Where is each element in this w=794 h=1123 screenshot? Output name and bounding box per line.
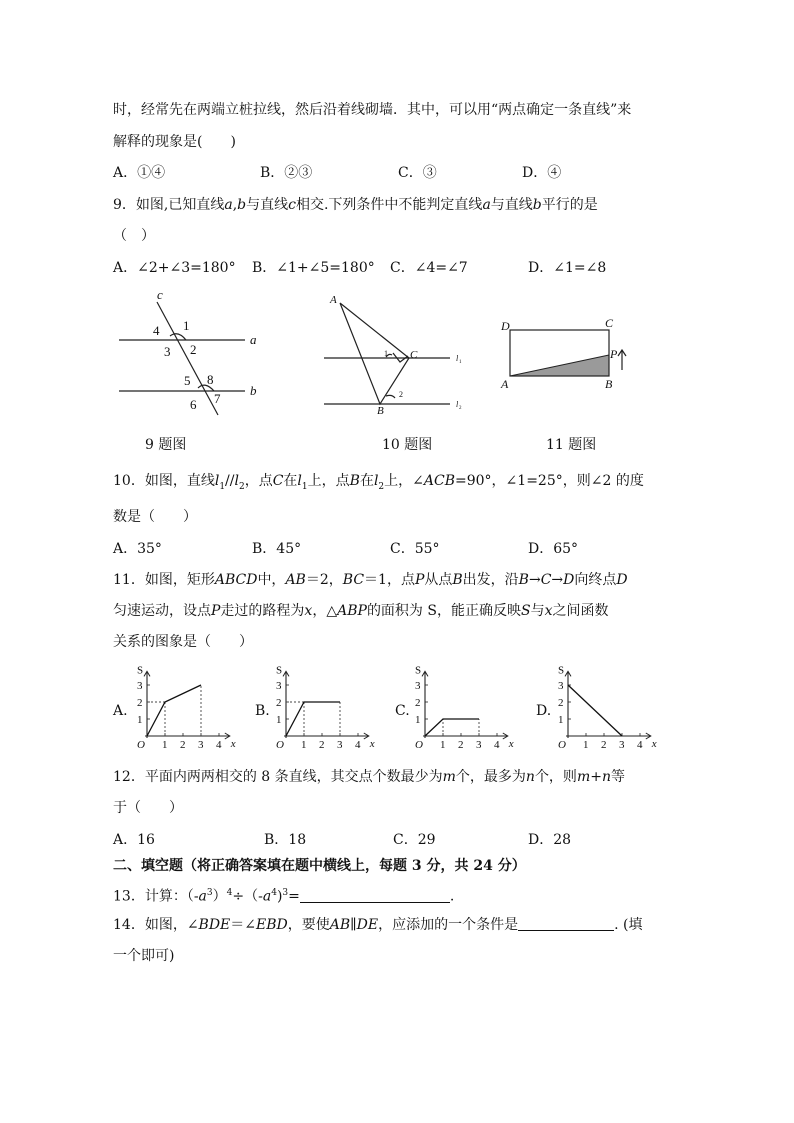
q12-option-c: C．29: [393, 832, 436, 848]
graph-a-y-arrow: [144, 671, 150, 676]
graph-b-ytick-3: 3: [276, 680, 282, 692]
q12-option-a: A．16: [113, 832, 155, 848]
q10-option-a: A．35°: [113, 541, 162, 557]
graph-c-xtick-4: 4: [494, 739, 500, 751]
q13: 13．计算：$(-a^3)^4\div(-a^4)^3=$ .: [113, 888, 455, 905]
q9-option-c: C．∠4=∠7: [390, 260, 468, 276]
graph-a-ytick-1: 1: [137, 714, 143, 726]
fig10-label-a: A: [330, 294, 337, 306]
graph-b-xtick-1: 1: [301, 739, 307, 751]
q11-graph-label-d: D.: [536, 703, 552, 719]
fig10-label-c: C: [410, 349, 418, 361]
q12-option-d: D．28: [528, 832, 572, 848]
q10-line2: 数是（ ）: [113, 509, 197, 525]
graph-c-s-label: S: [415, 664, 422, 677]
q11-graph-label-b: B.: [255, 703, 270, 719]
q8-option-d: D．④: [522, 165, 562, 181]
graph-d-s-label: S: [558, 664, 565, 677]
q10-option-d: D．65°: [528, 541, 579, 557]
fig9-label-7: 7: [214, 391, 221, 406]
graph-d-xtick-3: 3: [619, 739, 625, 751]
q9-stem: 9．如图,已知直线a,b与直线c相交.下列条件中不能判定直线a与直线b平行的是: [113, 197, 598, 213]
graph-d-ytick-1: 1: [558, 714, 564, 726]
graph-a-origin-label: O: [137, 739, 145, 751]
graph-d-y-arrow: [565, 671, 571, 676]
graph-b-y-arrow: [283, 671, 289, 676]
fig11-label-b: B: [605, 377, 613, 391]
graph-b-origin-label: O: [276, 739, 284, 751]
graph-d-ytick-3: 3: [558, 680, 564, 692]
graph-c-origin-label: O: [415, 739, 423, 751]
graph-c-ytick-1: 1: [415, 714, 421, 726]
fig10-label-l2-sub: 2: [459, 406, 462, 411]
graph-a-ytick-3: 3: [137, 680, 143, 692]
q14-answer-blank[interactable]: [518, 916, 614, 931]
fig9-label-5: 5: [184, 373, 191, 388]
fig10-label-l1-sub: 1: [459, 360, 462, 365]
q10-option-b: B．45°: [252, 541, 302, 557]
fig11-label-c: C: [605, 316, 614, 330]
fig9-label-4: 4: [153, 323, 160, 338]
graph-b-x-label: x: [369, 738, 375, 750]
graph-d-x-arrow: [646, 733, 651, 739]
graph-c-curve: [425, 719, 479, 736]
fig11-label-a: A: [501, 377, 509, 391]
q11-graph-label-c: C.: [395, 703, 410, 719]
graph-a-s-label: S: [137, 664, 144, 677]
fig9-label-6: 6: [190, 397, 197, 412]
q8-line1: 时，经常先在两端立桩拉线，然后沿着线砌墙．其中，可以用“两点确定一条直线”来: [113, 102, 632, 118]
graph-b-xtick-2: 2: [319, 739, 325, 751]
graph-a-x-label: x: [230, 738, 236, 750]
fig9-label-2: 2: [190, 342, 197, 357]
q9-option-a: A．∠2+∠3=180°: [113, 260, 236, 276]
fig10-label-l2: l: [456, 400, 459, 409]
graph-d-xtick-4: 4: [637, 739, 643, 751]
fig10-label-1: 1: [384, 349, 388, 358]
fig9-label-b: b: [250, 383, 257, 398]
fig10-label-l1: l: [456, 354, 459, 363]
fig11-label-d: D: [501, 319, 510, 333]
q8-option-a: A．①④: [113, 165, 166, 181]
caption-fig10: 10 题图: [382, 437, 433, 453]
fig9-label-a: a: [250, 332, 257, 347]
q12-line1: 12．平面内两两相交的 8 条直线，其交点个数最少为m个，最多为n个，则m+n等: [113, 769, 625, 785]
q11-line3: 关系的图象是（ ）: [113, 634, 253, 650]
graph-b-ytick-2: 2: [276, 697, 282, 709]
graph-c-ytick-3: 3: [415, 680, 421, 692]
fig9-label-1: 1: [183, 318, 190, 333]
graph-a-xtick-2: 2: [180, 739, 186, 751]
q10-option-c: C．55°: [390, 541, 440, 557]
graph-b-curve: [286, 702, 340, 736]
graph-a-xtick-3: 3: [198, 739, 204, 751]
fig11-label-p: P: [610, 347, 618, 361]
graph-d-x-label: x: [651, 738, 657, 750]
section-2-heading: 二、填空题（将正确答案填在题中横线上，每题 3 分，共 24 分）: [113, 858, 526, 874]
graph-c-xtick-2: 2: [458, 739, 464, 751]
fig9-label-c: c: [157, 287, 163, 302]
q9-paren: （ ）: [113, 228, 155, 244]
graph-c-xtick-3: 3: [476, 739, 482, 751]
caption-fig9: 9 题图: [145, 437, 187, 453]
q9-option-b: B．∠1+∠5=180°: [252, 260, 375, 276]
q9-option-d: D．∠1=∠8: [528, 260, 607, 276]
q14-line2: 一个即可): [113, 948, 175, 964]
graph-a-ytick-2: 2: [137, 697, 143, 709]
graph-d-origin-label: O: [558, 739, 566, 751]
q8-option-b: B．②③: [260, 165, 313, 181]
graph-d-xtick-1: 1: [583, 739, 589, 751]
q10-stem: 10．如图，直线$l_1//l_2$，点C在$l_1$上，点B在$l_2$上，∠ACB=90°，∠1=25°，则∠2 的度: [113, 473, 644, 492]
caption-fig11: 11 题图: [546, 437, 597, 453]
graph-d-curve: [568, 685, 622, 736]
q12-option-b: B．18: [264, 832, 307, 848]
q11-graph-label-a: A.: [113, 703, 128, 719]
q11-line2: 匀速运动，设点P走过的路程为x，△ABP的面积为 S，能正确反映S与x之间函数: [113, 603, 609, 619]
graph-a-xtick-4: 4: [216, 739, 222, 751]
graph-b-xtick-4: 4: [355, 739, 361, 751]
fig9-label-8: 8: [207, 372, 214, 387]
graph-c-x-label: x: [508, 738, 514, 750]
graph-c-x-arrow: [503, 733, 508, 739]
graph-b-x-arrow: [364, 733, 369, 739]
graph-a-x-arrow: [225, 733, 230, 739]
q13-answer-blank[interactable]: [300, 888, 450, 903]
fig10-label-2: 2: [399, 390, 403, 399]
graph-d-ytick-2: 2: [558, 697, 564, 709]
q8-line2: 解释的现象是( ): [113, 134, 236, 150]
graph-c-ytick-2: 2: [415, 697, 421, 709]
graph-b-xtick-3: 3: [337, 739, 343, 751]
q11-line1: 11．如图，矩形ABCD中，AB＝2，BC＝1，点P从点B出发，沿B→C→D向终点D: [113, 572, 628, 588]
graph-a-xtick-1: 1: [162, 739, 168, 751]
graph-b-s-label: S: [276, 664, 283, 677]
q14-line1: 14．如图，∠BDE＝∠EBD，要使AB∥DE，应添加的一个条件是 . (填: [113, 917, 643, 933]
graph-d-xtick-2: 2: [601, 739, 607, 751]
graph-b-ytick-1: 1: [276, 714, 282, 726]
q12-line2: 于（ ）: [113, 800, 183, 816]
graph-c-xtick-1: 1: [440, 739, 446, 751]
fig10-label-b: B: [377, 405, 384, 417]
fig9-label-3: 3: [164, 344, 171, 359]
graph-a-curve: [147, 685, 201, 736]
graph-c-y-arrow: [422, 671, 428, 676]
q8-option-c: C．③: [398, 165, 437, 181]
